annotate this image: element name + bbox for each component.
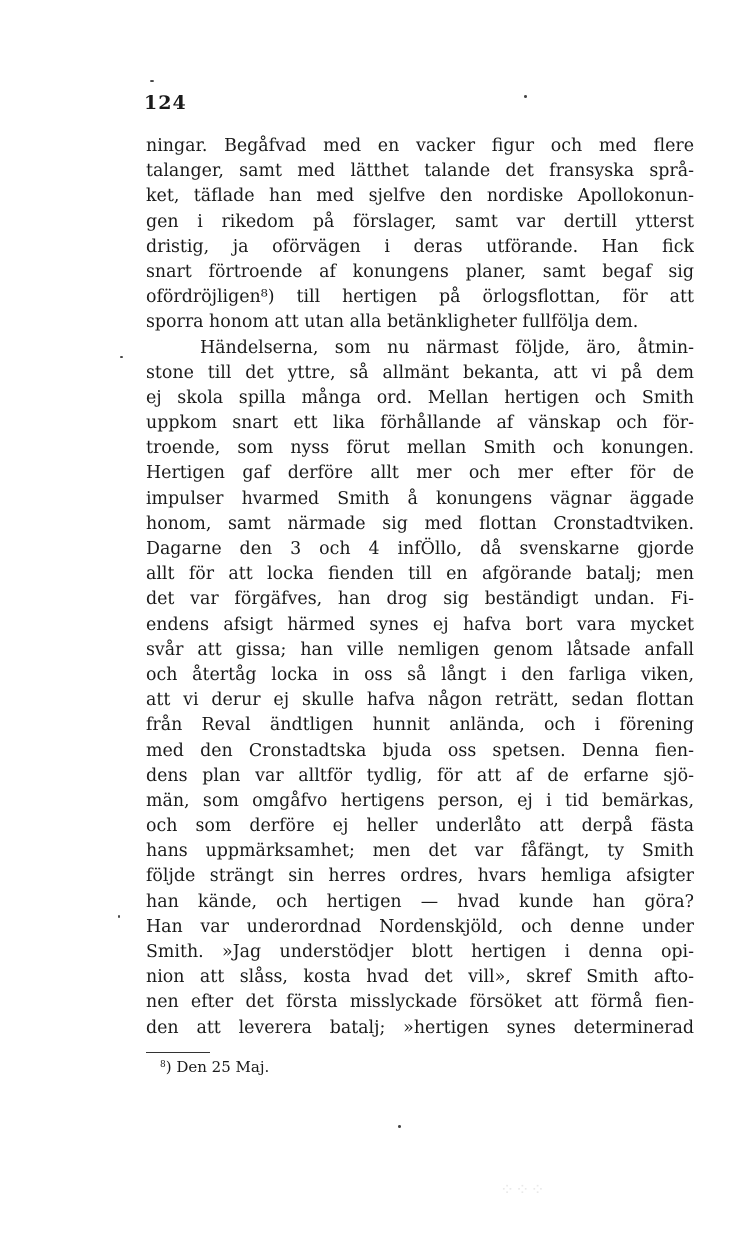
text-line: troende, som nyss förut mellan Smith och konungen. (146, 438, 694, 459)
text-line: gen i rikedom på förslager, samt var dertill ytterst (146, 211, 694, 232)
body-text (146, 134, 694, 1041)
ink-speck (398, 1125, 401, 1128)
text-line: ej skola spilla många ord. Mellan hertigen och Smith (146, 387, 694, 408)
text-line: svår att gissa; han ville nemligen genom låtsade anfall (146, 639, 694, 660)
text-line: impulser hvarmed Smith å konungens vägnar äggade (146, 488, 694, 509)
text-line: Dagarne den 3 och 4 infÖllo, då svenskarne gjorde (146, 539, 694, 559)
text-line: uppkom snart ett lika förhållande af vänskap och för- (146, 413, 694, 434)
text-line: han kände, och hertigen — hvad kunde han göra? (146, 891, 694, 912)
text-line: den att leverera batalj; »hertigen synes determinerad (146, 1017, 694, 1038)
text-line: att vi derur ej skulle hafva någon reträtt, sedan flottan (146, 690, 694, 711)
text-line: nion att slåss, kosta hvad det vill», skref Smith afto- (146, 967, 694, 988)
text-line: hans uppmärksamhet; men det var fåfängt, ty Smith (146, 841, 694, 862)
faded-watermark: ⁘⁘⁘ (500, 1180, 546, 1200)
text-line: och återtåg locka in oss så långt i den farliga viken, (146, 664, 694, 685)
ink-speck (524, 95, 527, 98)
text-line: från Reval ändtligen hunnit anlända, och i förening (146, 715, 694, 736)
text-line: talanger, samt med lätthet talande det fransyska språ- (146, 161, 694, 182)
text-line: ket, täflade han med sjelfve den nordiske Apollokonun- (146, 186, 694, 207)
page-number: 124 (144, 92, 187, 114)
text-line: honom, samt närmade sig med flottan Cronstadtviken. (146, 513, 694, 534)
text-line: endens afsigt härmed synes ej hafva bort vara mycket (146, 614, 694, 635)
text-line: följde strängt sin herres ordres, hvars hemliga afsigter (146, 866, 694, 887)
text-line: män, som omgåfvo hertigens person, ej i tid bemärkas, (146, 790, 694, 811)
text-line: ofördröjligen⁸) till hertigen på örlogsflottan, för att (146, 287, 694, 308)
text-line: stone till det yttre, så allmänt bekanta, att vi på dem (146, 362, 694, 383)
footnote-marker: 8 (160, 1060, 166, 1070)
text-line: sporra honom att utan alla betänkligheter fullfölja dem. (146, 312, 639, 333)
text-line: Han var underordnad Nordenskjöld, och denne under (146, 916, 694, 937)
footnote-rule (146, 1052, 210, 1053)
text-line: Smith. »Jag understödjer blott hertigen i denna opi- (146, 942, 694, 962)
footnote (160, 1058, 269, 1076)
text-line: nen efter det första misslyckade försöket att förmå fien- (146, 992, 694, 1013)
text-line: dens plan var alltför tydlig, för att af de erfarne sjö- (146, 765, 694, 786)
text-line: snart förtroende af konungens planer, samt begaf sig (146, 261, 694, 282)
text-line: det var förgäfves, han drog sig beständigt undan. Fi- (146, 589, 694, 610)
text-line: dristig, ja oförvägen i deras utförande. Han fick (146, 236, 694, 257)
ink-speck (118, 915, 120, 918)
text-line: Händelserna, som nu närmast följde, äro, åtmin- (200, 337, 694, 358)
text-line: med den Cronstadtska bjuda oss spetsen. Denna fien- (146, 740, 694, 761)
footnote-text: ) Den 25 Maj. (165, 1058, 270, 1076)
ink-speck (150, 80, 154, 82)
text-line: Hertigen gaf derföre allt mer och mer efter för de (146, 463, 694, 484)
text-line: och som derföre ej heller underlåto att derpå fästa (146, 816, 694, 837)
text-line: ningar. Begåfvad med en vacker figur och med flere (146, 136, 694, 156)
text-line: allt för att locka fienden till en afgörande batalj; men (146, 564, 694, 585)
ink-speck (120, 356, 123, 358)
